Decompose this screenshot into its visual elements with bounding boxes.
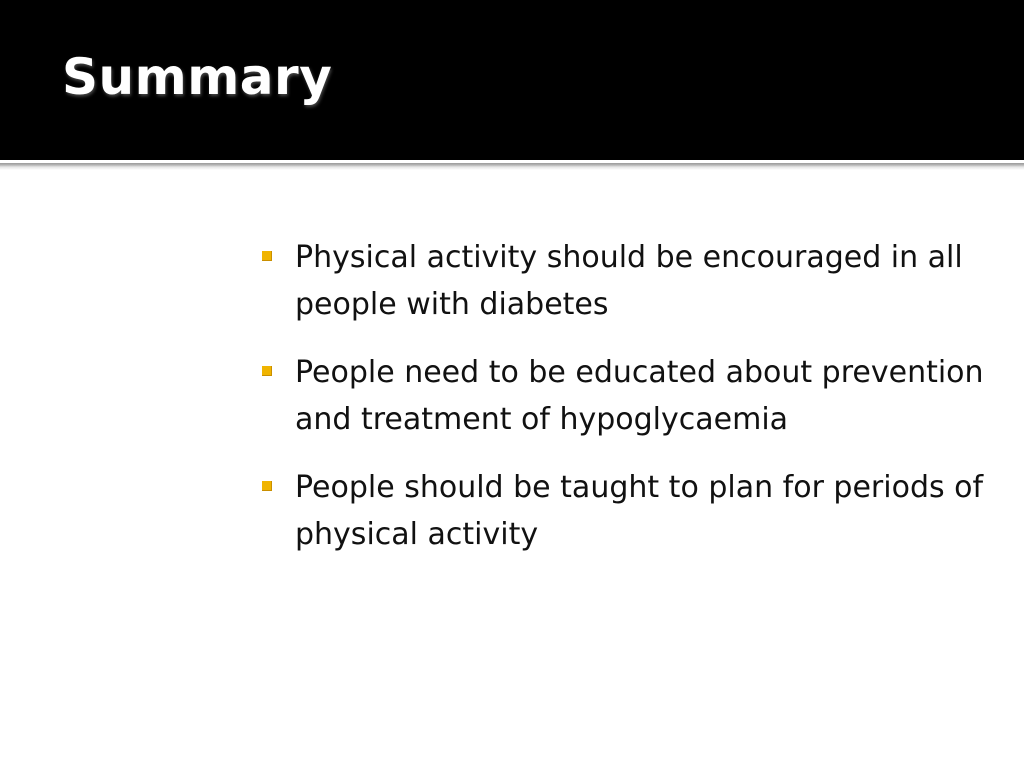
title-bar bbox=[0, 0, 1024, 160]
bullet-list bbox=[258, 234, 988, 558]
bullet-item bbox=[258, 349, 988, 443]
square-bullet-icon bbox=[262, 366, 272, 376]
bullet-item bbox=[258, 234, 988, 328]
bullet-text: Physical activity should be encouraged in all people with diabetes bbox=[295, 240, 963, 322]
bullet-text: People should be taught to plan for periods of physical activity bbox=[295, 470, 984, 552]
square-bullet-icon bbox=[262, 251, 272, 261]
bullet-item bbox=[258, 464, 988, 558]
slide-title: Summary bbox=[62, 48, 333, 106]
title-divider bbox=[0, 160, 1024, 170]
square-bullet-icon bbox=[262, 481, 272, 491]
bullet-text: People need to be educated about prevention and treatment of hypoglycaemia bbox=[295, 355, 984, 437]
slide-content bbox=[258, 234, 988, 579]
